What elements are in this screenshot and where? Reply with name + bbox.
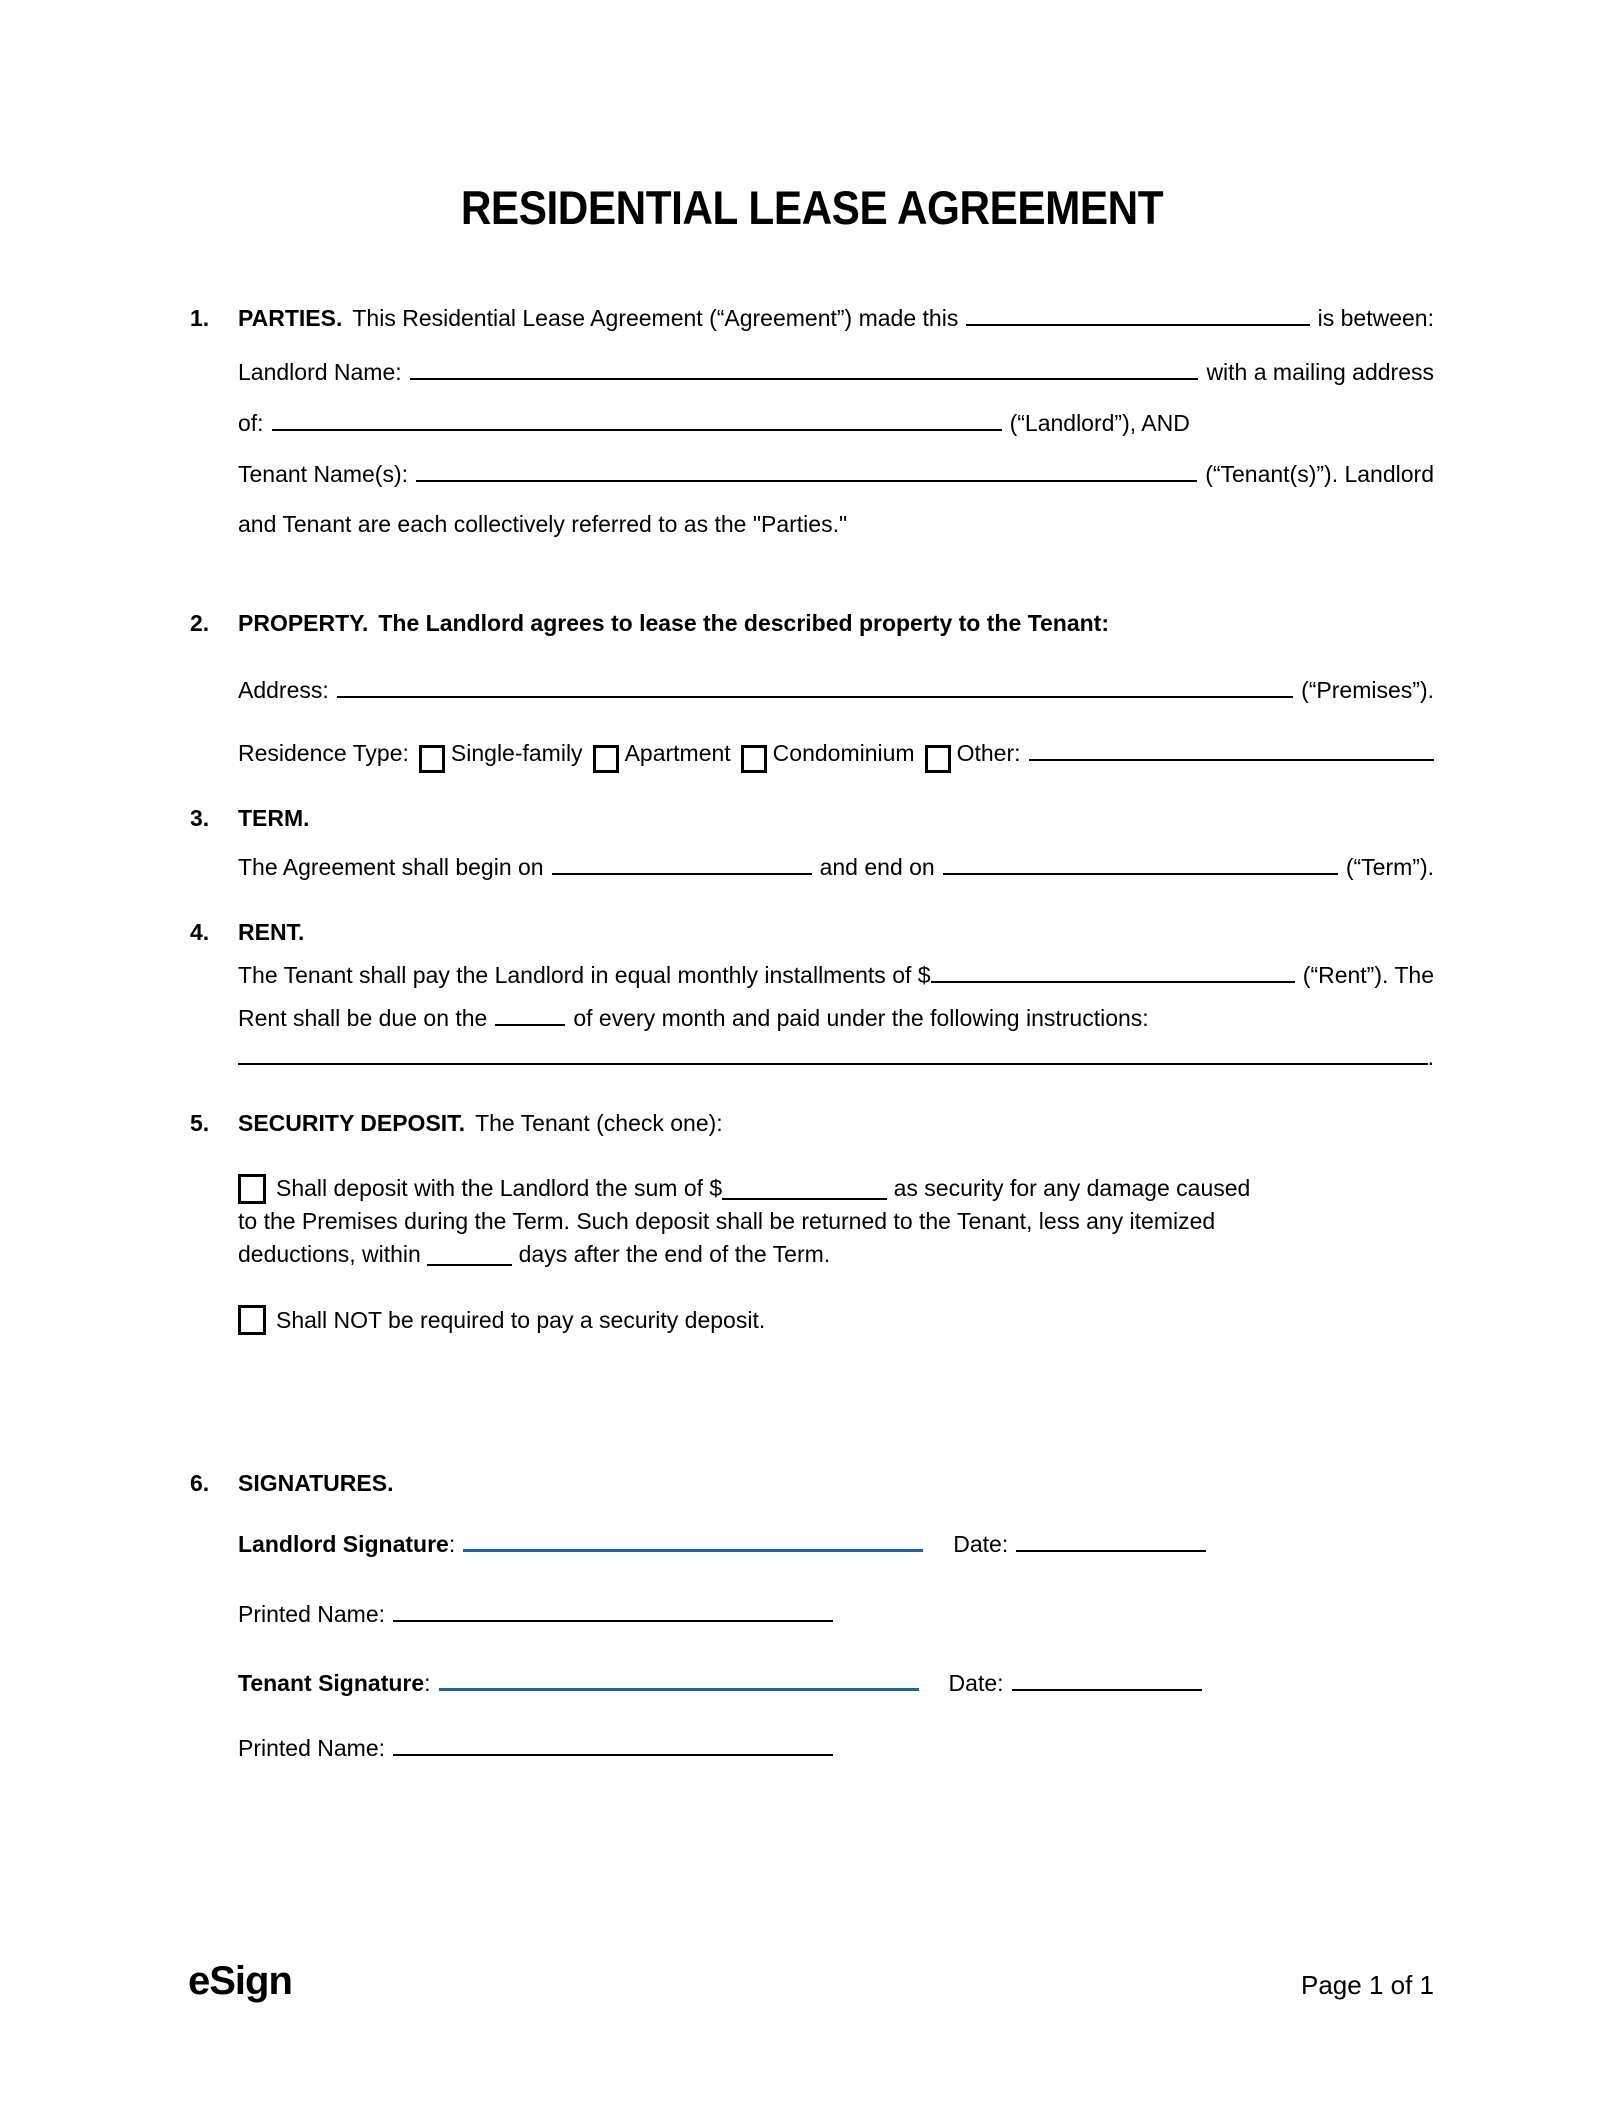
- deposit-required-checkbox[interactable]: [238, 1174, 266, 1204]
- start-date-blank[interactable]: [552, 853, 812, 875]
- rent-heading-line: [190, 917, 1434, 947]
- period-text: .: [1427, 1044, 1434, 1070]
- section-number: 5.: [190, 1110, 210, 1136]
- tenant-name-blank[interactable]: [416, 460, 1197, 482]
- tenant-name-label: Tenant Name(s):: [238, 461, 409, 487]
- deposit-amount-blank[interactable]: [722, 1180, 887, 1200]
- rent-due-tail: of every month and paid under the following instructions:: [573, 1005, 1149, 1031]
- tenant-signature-field[interactable]: [439, 1668, 919, 1691]
- term-begin-text: The Agreement shall begin on: [238, 854, 544, 880]
- payment-instructions-line: [238, 1042, 1434, 1072]
- landlord-signature-field[interactable]: [463, 1529, 923, 1552]
- parties-closing-line: [238, 509, 1434, 539]
- document-title: RESIDENTIAL LEASE AGREEMENT: [460, 181, 1164, 234]
- section-number: 4.: [190, 919, 210, 945]
- landlord-address-line: [238, 408, 1434, 438]
- security-deposit-intro: The Tenant (check one):: [475, 1110, 723, 1136]
- other-checkbox[interactable]: [925, 745, 951, 773]
- of-label: of:: [238, 410, 264, 436]
- due-day-blank[interactable]: [495, 1004, 565, 1026]
- landlord-name-label: Landlord Name:: [238, 359, 402, 385]
- tenant-signature-label: Tenant Signature: [238, 1670, 425, 1696]
- rent-line-1: [238, 960, 1434, 990]
- deposit-required-option: [238, 1172, 1434, 1271]
- apartment-label: Apartment: [624, 740, 731, 766]
- tenant-signature-line: [238, 1668, 1434, 1698]
- parties-intro-text: This Residential Lease Agreement (“Agreement”) made this: [352, 305, 959, 331]
- deposit-option-text-a: Shall deposit with the Landlord the sum of $: [276, 1175, 723, 1201]
- landlord-name-blank[interactable]: [410, 358, 1199, 380]
- landlord-signature-line: [238, 1529, 1434, 1559]
- condominium-label: Condominium: [772, 740, 915, 766]
- deposit-option-text-c: days after the end of the Term.: [518, 1241, 831, 1267]
- condominium-checkbox[interactable]: [741, 745, 767, 773]
- rent-amount-text: The Tenant shall pay the Landlord in equal monthly installments of $: [238, 962, 931, 988]
- end-date-blank[interactable]: [943, 853, 1338, 875]
- tenant-name-tail: (“Tenant(s)”). Landlord: [1205, 461, 1434, 487]
- date-label: Date:: [953, 1531, 1009, 1557]
- no-deposit-checkbox[interactable]: [238, 1305, 266, 1335]
- printed-name-label: Printed Name:: [238, 1601, 386, 1627]
- other-residence-blank[interactable]: [1029, 739, 1435, 761]
- parties-intro-tail: is between:: [1317, 305, 1434, 331]
- colon-text: :: [448, 1531, 456, 1557]
- security-deposit-heading-line: [190, 1108, 1434, 1138]
- property-address-blank[interactable]: [337, 676, 1293, 698]
- property-intro-text: The Landlord agrees to lease the described property to the Tenant:: [378, 610, 1109, 636]
- property-heading: PROPERTY.: [238, 610, 369, 636]
- section-number: 2.: [190, 610, 210, 636]
- agreement-date-blank[interactable]: [966, 304, 1309, 326]
- rent-due-text: Rent shall be due on the: [238, 1005, 488, 1031]
- deposit-option-text-b1: as security for any damage caused: [893, 1175, 1251, 1201]
- colon-text: :: [424, 1670, 431, 1696]
- other-label: Other:: [956, 740, 1021, 766]
- landlord-name-line: [238, 357, 1434, 387]
- residence-type-label: Residence Type:: [238, 740, 409, 766]
- term-heading: TERM.: [238, 805, 310, 831]
- apartment-checkbox[interactable]: [593, 745, 619, 773]
- rent-line-2: [238, 1003, 1434, 1033]
- printed-name-label: Printed Name:: [238, 1735, 386, 1761]
- term-body-line: [238, 852, 1434, 882]
- residence-type-line: [238, 738, 1434, 768]
- term-end-text: and end on: [819, 854, 935, 880]
- address-label: Address:: [238, 677, 329, 703]
- landlord-printed-name-line: [238, 1599, 1434, 1629]
- landlord-date-blank[interactable]: [1016, 1530, 1206, 1552]
- tenant-name-line: [238, 459, 1434, 489]
- rent-heading: RENT.: [238, 919, 305, 945]
- esign-logo: eSign: [188, 1959, 292, 2003]
- landlord-address-tail: (“Landlord”), AND: [1009, 410, 1190, 436]
- parties-heading: PARTIES.: [238, 305, 343, 331]
- section-number: 3.: [190, 805, 210, 831]
- rent-amount-blank[interactable]: [931, 961, 1295, 983]
- no-deposit-text: Shall NOT be required to pay a security deposit.: [276, 1307, 766, 1333]
- security-deposit-heading: SECURITY DEPOSIT.: [238, 1110, 466, 1136]
- section-number: 6.: [190, 1470, 210, 1496]
- landlord-signature-label: Landlord Signature: [238, 1531, 449, 1557]
- property-heading-line: [190, 608, 1434, 638]
- term-heading-line: [190, 803, 1434, 833]
- landlord-printed-name-blank[interactable]: [393, 1600, 833, 1622]
- section-number: 1.: [190, 305, 210, 331]
- term-tail: (“Term”).: [1345, 854, 1434, 880]
- date-label: Date:: [948, 1670, 1004, 1696]
- payment-instructions-blank[interactable]: [238, 1043, 1428, 1065]
- signatures-heading: SIGNATURES.: [238, 1470, 394, 1496]
- single-family-checkbox[interactable]: [419, 745, 445, 773]
- tenant-printed-name-line: [238, 1733, 1434, 1763]
- deposit-option-text-b3: deductions, within: [238, 1241, 421, 1267]
- tenant-date-blank[interactable]: [1012, 1669, 1202, 1691]
- landlord-address-blank[interactable]: [272, 409, 1002, 431]
- address-tail: (“Premises”).: [1301, 677, 1434, 703]
- tenant-printed-name-blank[interactable]: [393, 1734, 833, 1756]
- landlord-name-tail: with a mailing address: [1206, 359, 1434, 385]
- no-deposit-option: [238, 1304, 1434, 1337]
- rent-amount-tail: (“Rent”). The: [1302, 962, 1434, 988]
- deposit-return-days-blank[interactable]: [427, 1246, 512, 1266]
- signatures-heading-line: [190, 1468, 1434, 1498]
- parties-closing-text: and Tenant are each collectively referred to as the "Parties.": [238, 511, 848, 537]
- page-number: Page 1 of 1: [1301, 1970, 1434, 2000]
- deposit-option-text-b2: to the Premises during the Term. Such deposit shall be returned to the Tenant, less any itemized: [238, 1208, 1216, 1234]
- single-family-label: Single-family: [450, 740, 583, 766]
- parties-intro-line: [190, 303, 1434, 333]
- property-address-line: [238, 675, 1434, 705]
